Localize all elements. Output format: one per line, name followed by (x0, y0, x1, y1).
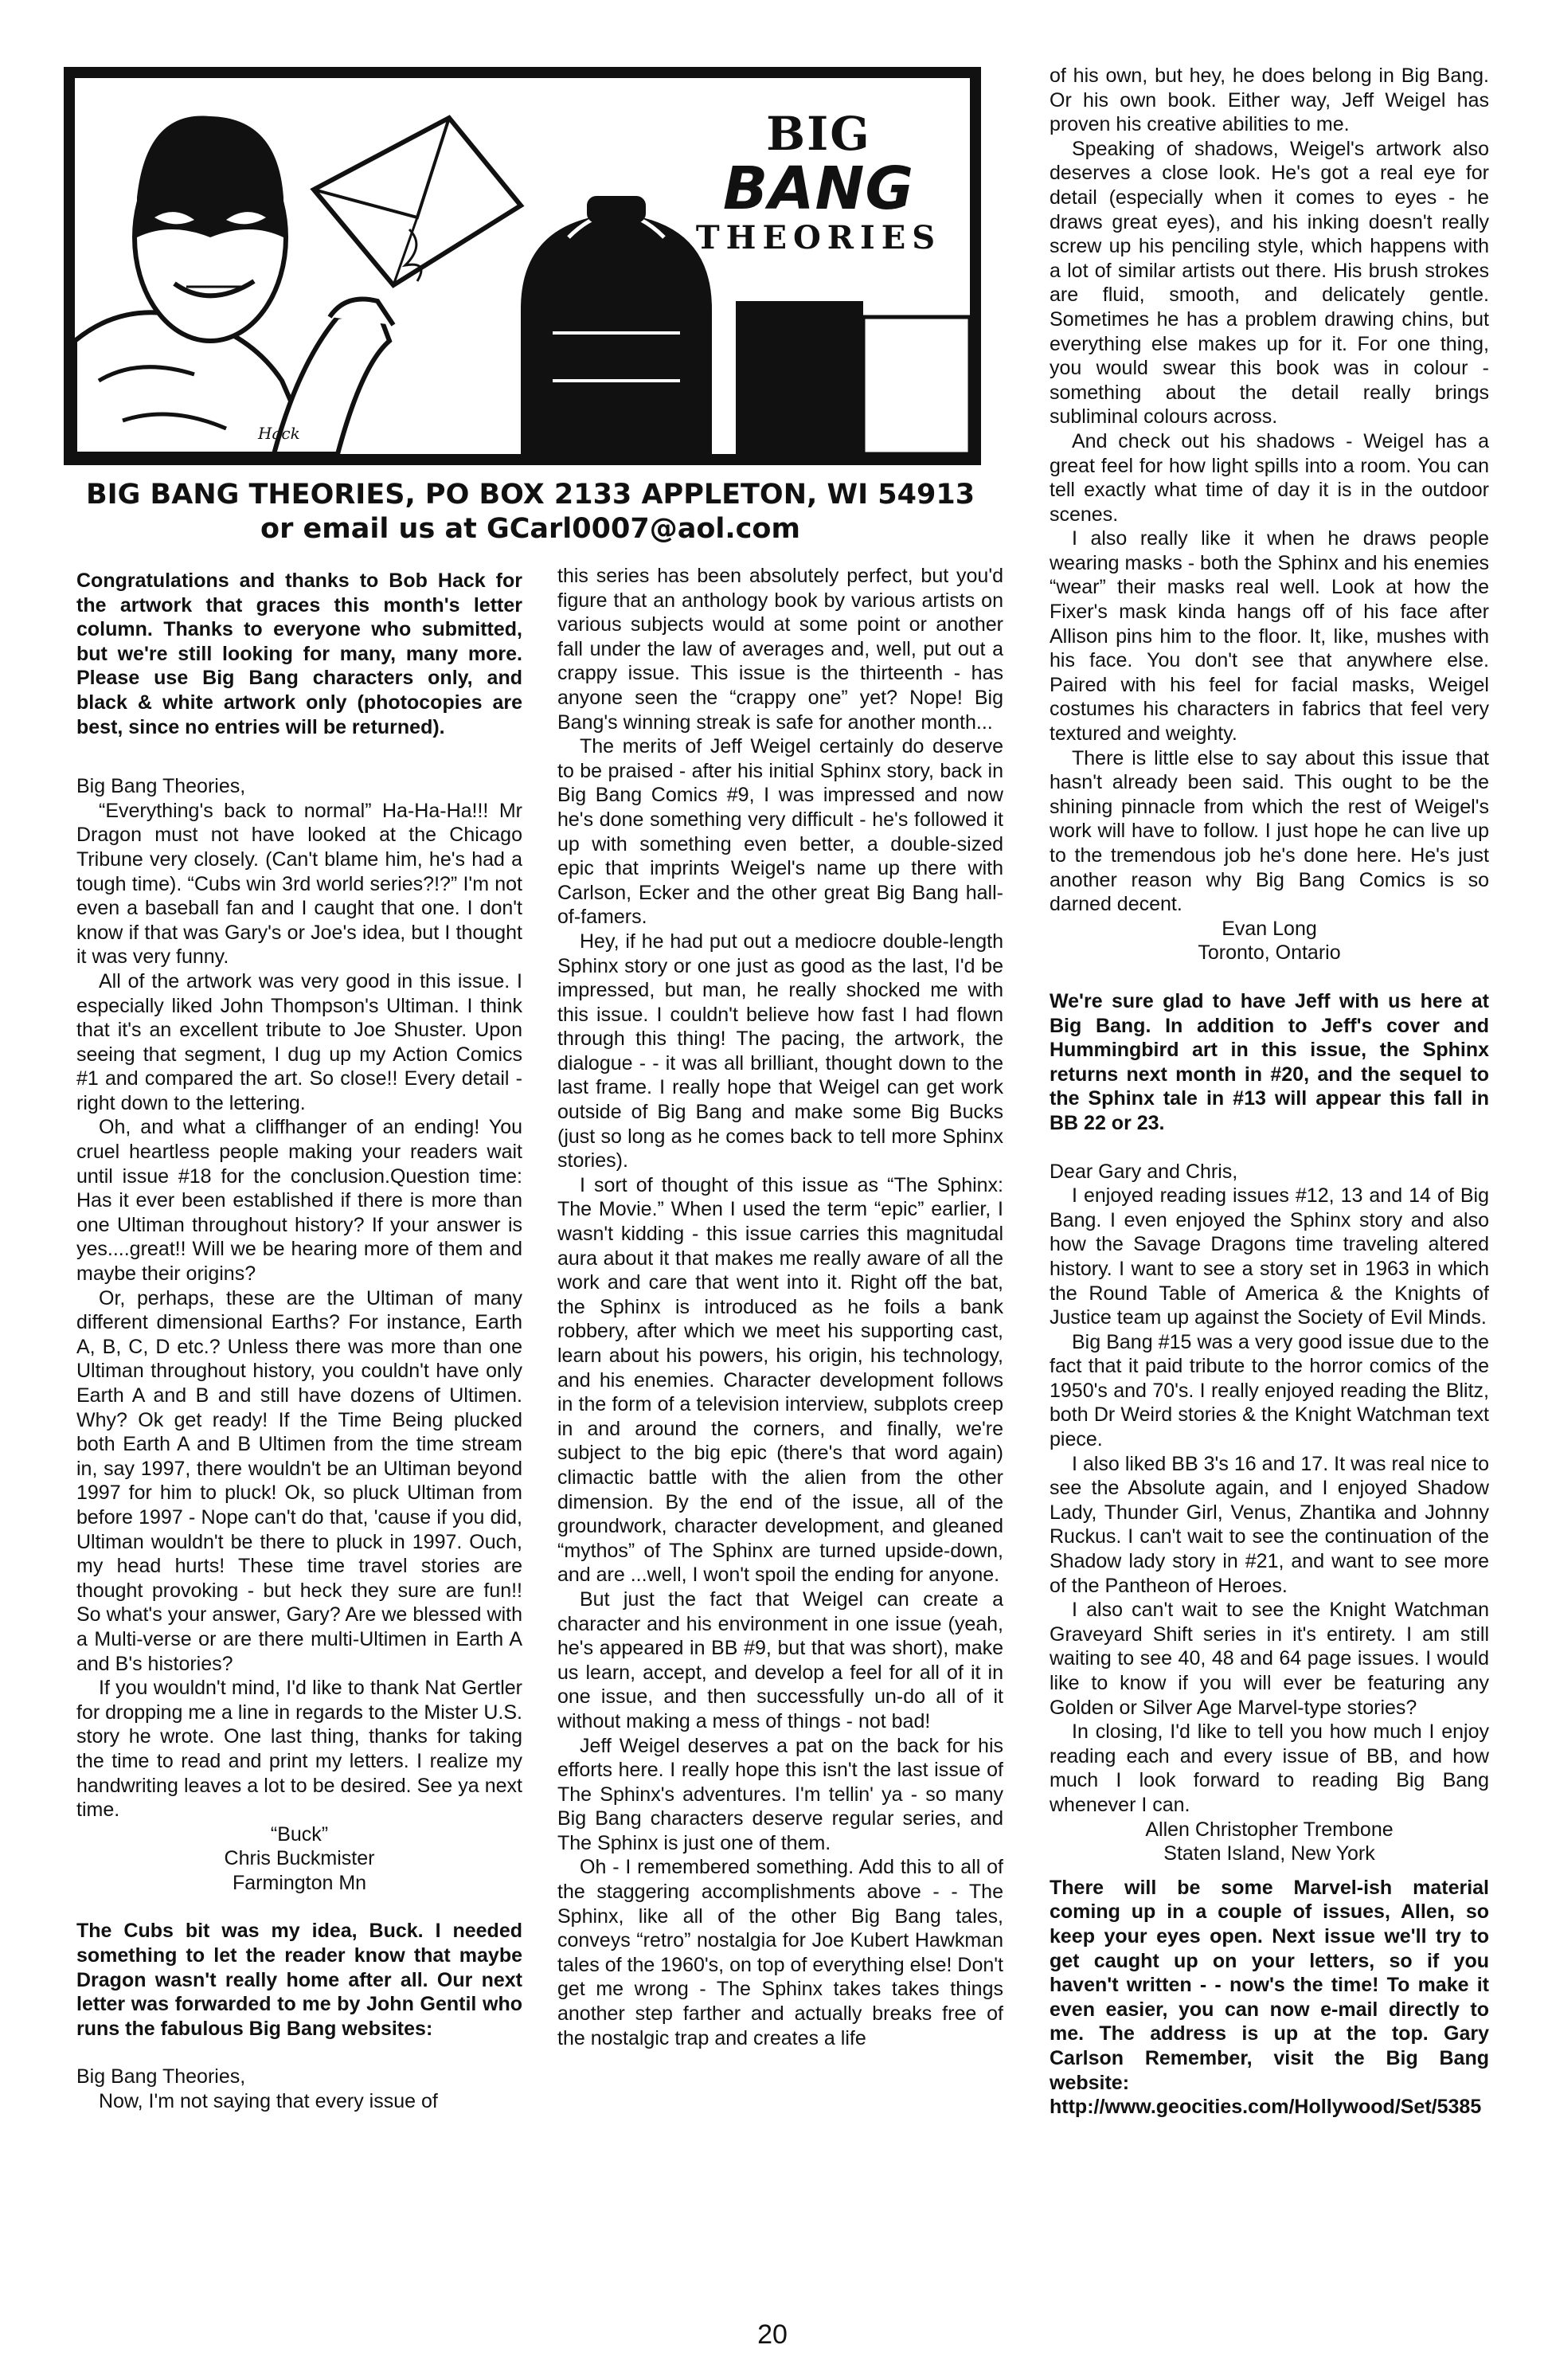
logo-line-big: BIG (766, 107, 871, 161)
letter-author-location: Farmington Mn (232, 1871, 367, 1894)
letter-author-location: Staten Island, New York (1163, 1842, 1375, 1865)
letter-paragraph: Or, perhaps, these are the Ultiman of many different dimensional Earths? For instance, Earth A, B, C, D etc.? Unless there was more than one Ultiman throughout history, you couldn't have only Earth A and B and still have dozens of Ultimen. Why? Ok get ready! If the Time Being plucked both Earth A and B Ultimen from the time stream in, say 1997, there wouldn't be an Ultiman beyond 1997 for him to pluck! Ok, so pluck Ultiman from before 1997 - Nope can't do that, 'cause if you did, Ultiman wouldn't be there to pluck in 1997. Ouch, my head hurts! These time travel stories are thought provoking - but heck they sure are fun!! So what's your answer, Gary? Are we blessed with a Multi-verse or are there multi-Ultimen in Earth A and B's histories? (76, 1286, 522, 1675)
postal-address: BIG BANG THEORIES, PO BOX 2133 APPLETON, WI 54913 (85, 479, 975, 511)
column-3 (1050, 64, 1489, 2120)
letter-paragraph: All of the artwork was very good in this issue. I especially liked John Thompson's Ultiman. I think that it's an excellent tribute to Joe Shuster. Upon seeing that segment, I dug up my Action Comics #1 and compared the art. So close!! Every detail - right down to the lettering. (76, 969, 522, 1114)
letter-author-location: Toronto, Ontario (1198, 941, 1341, 965)
letter-paragraph: I also really like it when he draws people wearing masks - both the Sphinx and his enemies “wear” their masks real well. Look at how the Fixer's mask kinda hangs off of his face after Allison pins him to the floor. It, like, mushes with his face. You don't see that anywhere else. Paired with his feel for facial masks, Weigel costumes his characters in fabrics that feel very textured and weighty. (1050, 527, 1489, 746)
big-bang-theories-logo (691, 107, 946, 256)
column-2 (557, 564, 1003, 2050)
column-banner (64, 67, 981, 465)
letter-author-name: Evan Long (1222, 917, 1317, 940)
letter-paragraph: Big Bang #15 was a very good issue due to the fact that it paid tribute to the horror comics of the 1950's and 70's. I really enjoyed reading the Blitz, both Dr Weird stories & the Knight Watchman text piece. (1050, 1330, 1489, 1451)
letter-salutation: Big Bang Theories, (76, 775, 246, 798)
letter-paragraph: I enjoyed reading issues #12, 13 and 14 of Big Bang. I even enjoyed the Sphinx story and also how the Savage Dragons time traveling altered history. I want to see a story set in 1963 in which the Round Table of America & the Knights of Justice team up against the Society of Evil Minds. (1050, 1184, 1489, 1329)
letter-salutation: Big Bang Theories, (76, 2065, 246, 2088)
mailing-address (64, 478, 997, 546)
letter-paragraph: of his own, but hey, he does belong in Big Bang. Or his own book. Either way, Jeff Weigel has proven his creative abilities to me. (1050, 65, 1489, 136)
letter-salutation: Dear Gary and Chris, (1050, 1160, 1238, 1183)
letter-paragraph: The merits of Jeff Weigel certainly do deserve to be praised - after his initial Sphinx story, back in Big Bang Comics #9, I was impressed and now he's done something very difficult - he's followed it up with something even better, a double-sized epic that imprints Weigel's name up there with Carlson, Ecker and the other great Big Bang hall-of-famers. (557, 735, 1003, 929)
column-1 (76, 569, 522, 2114)
letter-paragraph: this series has been absolutely perfect, but you'd figure that an anthology book by various artists on various subjects would at some point or another fall under the law of averages and, well, put out a crappy issue. This issue is the thirteenth - has anyone seen the “crappy one” yet? Nope! Big Bang's winning streak is safe for another month... (557, 565, 1003, 734)
letter-paragraph: Jeff Weigel deserves a pat on the back for his efforts here. I really hope this isn't the last issue of The Sphinx's adventures. I'm tellin' ya - so many Big Bang characters deserve regular series, and The Sphinx is just one of them. (557, 1734, 1003, 1854)
letter-paragraph: If you wouldn't mind, I'd like to thank Nat Gertler for dropping me a line in regards to the Mister U.S. story he wrote. One last thing, thanks for taking the time to read and print my letters. I realize my handwriting leaves a lot to be desired. See ya next time. (76, 1677, 522, 1822)
editor-note: Congratulations and thanks to Bob Hack for the artwork that graces this month's letter column. Thanks to everyone who submitted, but we're still looking for many, many more. Please use Big Bang characters only, and black & white artwork only (photocopies are best, since no entries will be returned). (76, 570, 522, 738)
artist-signature: Hack (258, 424, 300, 443)
page-number: 20 (757, 2319, 788, 2350)
letter-paragraph: Oh - I remembered something. Add this to all of the staggering accomplishments above - - The Sphinx, like all of the other Big Bang tales, conveys “retro” nostalgia for Joe Kubert Hawkman tales of the 1960's, on top of everything else! Don't get me wrong - The Sphinx takes takes things another step farther and actually breaks free of the nostalgic trap and creates a life (557, 1856, 1003, 2049)
letter-paragraph: Hey, if he had put out a mediocre double-length Sphinx story or one just as good as the last, I'd be impressed, but man, he really shocked me with this issue. I couldn't believe how fast I had flown through this thing! The pacing, the artwork, the dialogue - - it was all brilliant, thought down to the last frame. I really hope that Weigel can get work outside of Big Bang and make some Big Bucks (just so long as he comes back to tell more Sphinx stories). (557, 930, 1003, 1172)
letter-author-name: Allen Christopher Trembone (1145, 1818, 1394, 1841)
editor-reply: The Cubs bit was my idea, Buck. I needed something to let the reader know that maybe Dragon wasn't really home after all. Our next letter was forwarded to me by John Gentil who runs the fabulous Big Bang websites: (76, 1920, 522, 2040)
letter-paragraph: I also can't wait to see the Knight Watchman Graveyard Shift series in it's entirety. I am still waiting to see 40, 48 and 64 page issues. I would like to know if you will ever be featuring any Golden or Silver Age Marvel-type stories? (1050, 1599, 1489, 1719)
letter-paragraph: In closing, I'd like to tell you how much I enjoy reading each and every issue of BB, and how much I look forward to reading Big Bang whenever I can. (1050, 1720, 1489, 1816)
letter-paragraph: Speaking of shadows, Weigel's artwork also deserves a close look. He's got a real eye for detail (especially when it comes to eyes - he draws great eyes), and his inking doesn't really screw up his penciling style, which happens with a lot of similar artists out there. His brush strokes are fluid, smooth, and delicately gentle. Sometimes he has a problem drawing chins, but everything else makes up for it. For one thing, you would swear this book was in colour - something about the detail really brings subliminal colours across. (1050, 137, 1489, 429)
letter-signoff: “Buck” (270, 1822, 329, 1846)
letter-paragraph: I also liked BB 3's 16 and 17. It was real nice to see the Absolute again, and I enjoyed Shadow Lady, Thunder Girl, Venus, Zhantika and Johnny Ruckus. I can't wait to see the continuation of the Shadow lady story in #21, and want to see more of the Pantheon of Heroes. (1050, 1452, 1489, 1597)
email-address: or email us at GCarl0007@aol.com (260, 513, 800, 545)
editor-reply: We're sure glad to have Jeff with us here at Big Bang. In addition to Jeff's cover and Hummingbird art in this issue, the Sphinx returns next month in #20, and the sequel to the Sphinx tale in #13 will appear this fall in BB 22 or 23. (1050, 989, 1489, 1134)
letter-paragraph: Oh, and what a cliffhanger of an ending! You cruel heartless people making your readers wait until issue #18 for the conclusion.Question time: Has it ever been established if there is more than one Ultiman throughout history? If your answer is yes....great!! Will we be hearing more of them and maybe their origins? (76, 1116, 522, 1286)
logo-line-bang: BANG (722, 155, 915, 223)
letter-author-name: Chris Buckmister (224, 1847, 375, 1870)
logo-line-theories: THEORIES (695, 219, 942, 256)
letter-paragraph: Now, I'm not saying that every issue of (99, 2090, 438, 2113)
editor-reply: There will be some Marvel-ish material coming up in a couple of issues, Allen, so keep your eyes open. Next issue we'll try to get caught up on your letters, so if you haven't written - - now's the time! To make it even easier, you can now e-mail directly to me. The address is up at the top. Gary Carlson Remember, visit the Big Bang website: http://www.geocities.com/Hollywood/Set/5385 (1050, 1876, 1489, 2119)
letter-paragraph: There is little else to say about this issue that hasn't already been said. This ought to be the shining pinnacle from which the rest of Weigel's work will have to follow. I just hope he can live up to the tremendous job he's done here. He's just another reason why Big Bang Comics is so darned decent. (1050, 746, 1489, 916)
letter-paragraph: “Everything's back to normal” Ha-Ha-Ha!!! Mr Dragon must not have looked at the Chicago Tribune very closely. (Can't blame him, he's had a tough time). “Cubs win 3rd world series?!?” I'm not even a baseball fan and I caught that one. I don't know if that was Gary's or Joe's idea, but I thought it was very funny. (76, 799, 522, 969)
letter-paragraph: But just the fact that Weigel can create a character and his environment in one issue (yeah, he's appeared in BB #9, but that was short), make us learn, accept, and develop a feel for all of it in one issue, and then successfully un-do all of it without making a mess of things - not bad! (557, 1587, 1003, 1732)
letter-paragraph: And check out his shadows - Weigel has a great feel for how light spills into a room. You can tell exactly what time of day it is in the outdoor scenes. (1050, 429, 1489, 526)
letter-paragraph: I sort of thought of this issue as “The Sphinx: The Movie.” When I used the term “epic” earlier, I wasn't kidding - this issue carries this magnitudal aura about it that makes me really aware of all the work and care that went into it. Right off the bat, the Sphinx is introduced as he foils a bank robbery, after which we meet his supporting cast, learn about his powers, his origin, his technology, and his enemies. Character development follows in the form of a television interview, subplots creep in and around the corners, and finally, we're subject to the big epic (there's that word again) climactic battle with the alien from the other dimension. By the end of the issue, all of the groundwork, character development, and gleaned “mythos” of The Sphinx are turned upside-down, and are ...well, I won't spoil the ending for anyone. (557, 1173, 1003, 1587)
